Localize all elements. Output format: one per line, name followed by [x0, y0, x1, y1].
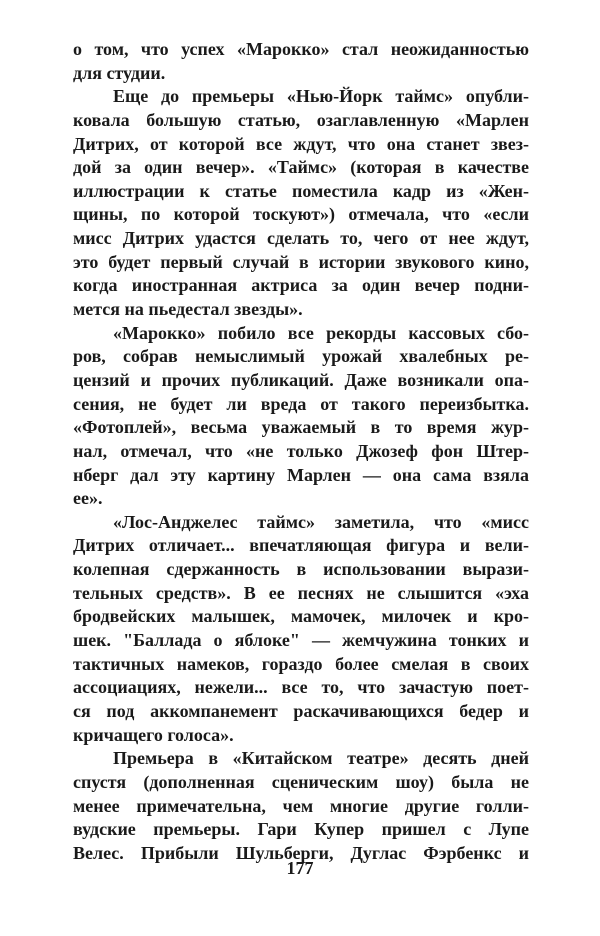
text-line: спустя (дополненная сценическим шоу) была не [73, 771, 529, 792]
text-line: мисс Дитрих удастся сделать то, чего от нее ждут, [73, 228, 529, 249]
text-line: «Лос-Анджелес таймс» заметила, что «мисс [113, 511, 529, 532]
text-line: колепная сдержанность в использовании вырази- [73, 559, 529, 580]
text-line: Премьера в «Китайском театре» десять дней [113, 748, 529, 769]
text-line: Дитрих отличает... впечатляющая фигура и вели- [73, 535, 529, 556]
text-line: цензий и прочих публикаций. Даже возникали опа- [73, 369, 529, 390]
text-line: шек. "Баллада о яблоке" — жемчужина тонких и [73, 630, 529, 651]
text-line: нберг дал эту картину Марлен — она сама взяла [73, 464, 529, 485]
page-number: 177 [286, 858, 314, 878]
book-page-text [73, 38, 529, 865]
text-line: тельных средств». В ее песнях не слышится «эха [73, 582, 529, 603]
text-line: Еще до премьеры «Нью-Йорк таймс» опубли- [113, 86, 529, 107]
text-line: когда иностранная актриса за один вечер подни- [73, 275, 529, 296]
text-line: дой за один вечер». «Таймс» (которая в качестве [73, 157, 529, 178]
text-line: Велес. Прибыли Шульберги, Дуглас Фэрбенкс и [73, 842, 529, 863]
text-line: мется на пьедестал звезды». [73, 299, 303, 320]
paragraph [73, 511, 529, 747]
text-line: кричащего голоса». [73, 724, 234, 745]
paragraph [73, 85, 529, 321]
text-line: «Фотоплей», весьма уважаемый в то время жур- [73, 417, 529, 438]
text-line: менее примечательна, чем многие другие голли- [73, 795, 529, 816]
text-line: тактичных намеков, гораздо более смелая в своих [73, 653, 529, 674]
text-line: ее». [73, 488, 103, 509]
text-line: для студии. [73, 62, 166, 83]
text-line: ковала большую статью, озаглавленную «Марлен [73, 109, 529, 130]
text-line: иллюстрации к статье поместила кадр из «Жен- [73, 180, 529, 201]
text-line: «Марокко» побило все рекорды кассовых сбо- [113, 322, 529, 343]
text-line: ся под аккомпанемент раскачивающихся бедер и [73, 700, 529, 721]
text-line: о том, что успех «Марокко» стал неожиданностью [73, 39, 529, 59]
paragraph [73, 38, 529, 85]
text-line: вудские премьеры. Гари Купер пришел с Лупе [73, 819, 529, 840]
text-line: нал, отмечал, что «не только Джозеф фон Штер- [73, 440, 529, 461]
text-line: ассоциациях, нежели... все то, что зачастую поет- [73, 677, 529, 698]
text-line: ров, собрав немыслимый урожай хвалебных ре- [73, 346, 529, 367]
text-line: сения, не будет ли вреда от такого переизбытка. [73, 393, 529, 414]
paragraph [73, 322, 529, 511]
text-line: щины, по которой тоскуют») отмечала, что «если [73, 204, 529, 225]
paragraph [73, 747, 529, 865]
text-line: бродвейских малышек, мамочек, милочек и кро- [73, 606, 529, 627]
text-line: Дитрих, от которой все ждут, что она станет звез- [73, 133, 529, 154]
text-line: это будет первый случай в истории звукового кино, [73, 251, 529, 272]
